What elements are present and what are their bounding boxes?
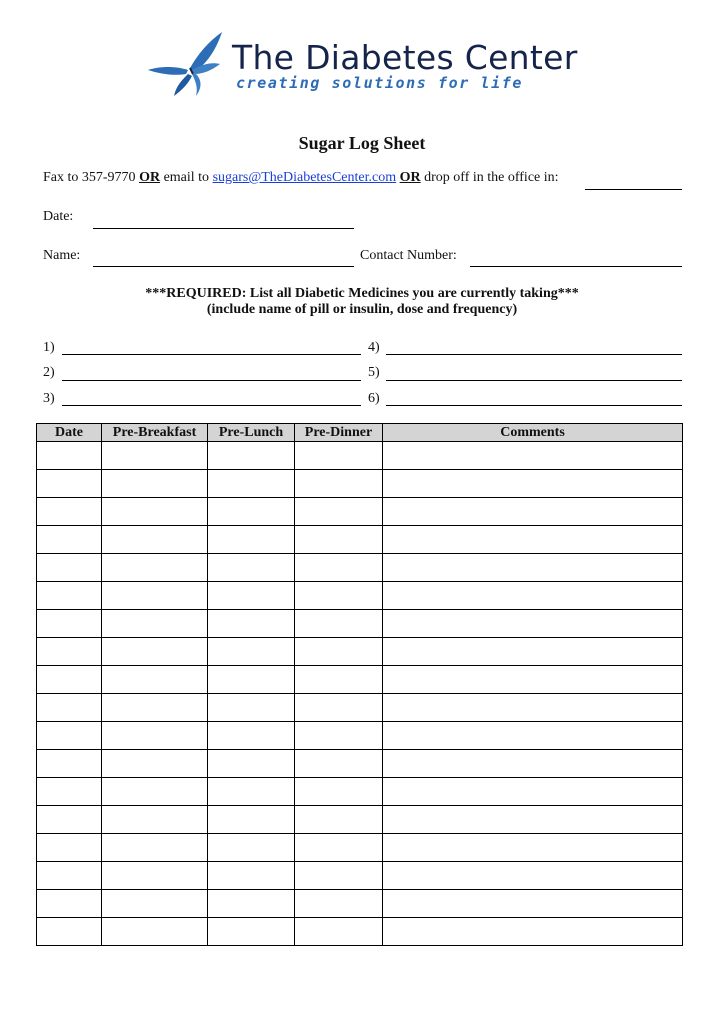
pre-breakfast-cell[interactable] bbox=[102, 470, 208, 498]
pre-dinner-cell[interactable] bbox=[295, 890, 383, 918]
submit-instructions bbox=[43, 170, 559, 186]
date-cell[interactable] bbox=[37, 638, 102, 666]
table-row bbox=[37, 554, 683, 582]
comments-cell[interactable] bbox=[383, 442, 683, 470]
sugar-log-table bbox=[36, 423, 683, 946]
comments-cell[interactable] bbox=[383, 638, 683, 666]
table-row bbox=[37, 582, 683, 610]
table-row bbox=[37, 526, 683, 554]
email-prefix: email to bbox=[163, 170, 210, 185]
required-heading: ***REQUIRED: List all Diabetic Medicines you are currently taking*** bbox=[145, 286, 579, 301]
pre-breakfast-cell[interactable] bbox=[102, 526, 208, 554]
pre-breakfast-cell[interactable] bbox=[102, 694, 208, 722]
column-header-pre-breakfast: Pre-Breakfast bbox=[102, 424, 208, 442]
comments-cell[interactable] bbox=[383, 470, 683, 498]
medicine-label: 2) bbox=[43, 365, 55, 380]
medicine-field[interactable] bbox=[62, 354, 361, 355]
name-label: Name: bbox=[43, 248, 81, 263]
comments-cell[interactable] bbox=[383, 582, 683, 610]
butterfly-icon bbox=[146, 28, 230, 100]
fax-text: Fax to 357-9770 bbox=[43, 170, 136, 185]
pre-breakfast-cell[interactable] bbox=[102, 862, 208, 890]
table-row bbox=[37, 498, 683, 526]
table-header-row bbox=[37, 424, 683, 442]
table-row bbox=[37, 862, 683, 890]
medicine-label: 6) bbox=[368, 391, 380, 406]
medicine-field[interactable] bbox=[62, 405, 361, 406]
comments-cell[interactable] bbox=[383, 694, 683, 722]
page-title: Sugar Log Sheet bbox=[298, 133, 426, 153]
column-header-date: Date bbox=[37, 424, 102, 442]
pre-dinner-cell[interactable] bbox=[295, 470, 383, 498]
logo-name: The Diabetes Center bbox=[232, 38, 578, 77]
table-row bbox=[37, 918, 683, 946]
pre-lunch-cell[interactable] bbox=[208, 834, 295, 862]
or-text: OR bbox=[139, 170, 161, 185]
table-row bbox=[37, 806, 683, 834]
pre-lunch-cell[interactable] bbox=[208, 778, 295, 806]
date-cell[interactable] bbox=[37, 666, 102, 694]
pre-lunch-cell[interactable] bbox=[208, 610, 295, 638]
date-cell[interactable] bbox=[37, 694, 102, 722]
table-row bbox=[37, 778, 683, 806]
comments-cell[interactable] bbox=[383, 834, 683, 862]
table-row bbox=[37, 890, 683, 918]
table-row bbox=[37, 834, 683, 862]
pre-lunch-cell[interactable] bbox=[208, 890, 295, 918]
date-cell[interactable] bbox=[37, 470, 102, 498]
date-field[interactable] bbox=[93, 228, 354, 229]
pre-breakfast-cell[interactable] bbox=[102, 918, 208, 946]
pre-lunch-cell[interactable] bbox=[208, 694, 295, 722]
pre-dinner-cell[interactable] bbox=[295, 638, 383, 666]
pre-dinner-cell[interactable] bbox=[295, 526, 383, 554]
pre-breakfast-cell[interactable] bbox=[102, 750, 208, 778]
pre-lunch-cell[interactable] bbox=[208, 470, 295, 498]
medicine-label: 3) bbox=[43, 391, 55, 406]
medicine-field[interactable] bbox=[386, 380, 682, 381]
date-cell[interactable] bbox=[37, 442, 102, 470]
date-cell[interactable] bbox=[37, 526, 102, 554]
pre-dinner-cell[interactable] bbox=[295, 778, 383, 806]
email-link[interactable]: sugars@TheDiabetesCenter.com bbox=[212, 170, 397, 185]
pre-dinner-cell[interactable] bbox=[295, 806, 383, 834]
comments-cell[interactable] bbox=[383, 862, 683, 890]
pre-breakfast-cell[interactable] bbox=[102, 890, 208, 918]
pre-breakfast-cell[interactable] bbox=[102, 722, 208, 750]
comments-cell[interactable] bbox=[383, 554, 683, 582]
pre-dinner-cell[interactable] bbox=[295, 442, 383, 470]
date-cell[interactable] bbox=[37, 750, 102, 778]
pre-dinner-cell[interactable] bbox=[295, 722, 383, 750]
comments-cell[interactable] bbox=[383, 806, 683, 834]
column-header-pre-dinner: Pre-Dinner bbox=[295, 424, 383, 442]
comments-cell[interactable] bbox=[383, 722, 683, 750]
pre-dinner-cell[interactable] bbox=[295, 610, 383, 638]
date-cell[interactable] bbox=[37, 778, 102, 806]
pre-dinner-cell[interactable] bbox=[295, 582, 383, 610]
pre-breakfast-cell[interactable] bbox=[102, 778, 208, 806]
table-row bbox=[37, 694, 683, 722]
date-cell[interactable] bbox=[37, 554, 102, 582]
date-cell[interactable] bbox=[37, 498, 102, 526]
table-row bbox=[37, 722, 683, 750]
pre-breakfast-cell[interactable] bbox=[102, 806, 208, 834]
table-row bbox=[37, 666, 683, 694]
pre-lunch-cell[interactable] bbox=[208, 918, 295, 946]
pre-lunch-cell[interactable] bbox=[208, 442, 295, 470]
date-label: Date: bbox=[43, 209, 74, 224]
date-cell[interactable] bbox=[37, 806, 102, 834]
logo bbox=[146, 28, 576, 100]
pre-dinner-cell[interactable] bbox=[295, 750, 383, 778]
pre-lunch-cell[interactable] bbox=[208, 582, 295, 610]
pre-dinner-cell[interactable] bbox=[295, 554, 383, 582]
pre-lunch-cell[interactable] bbox=[208, 554, 295, 582]
medicine-field[interactable] bbox=[386, 405, 682, 406]
office-field[interactable] bbox=[585, 189, 682, 190]
pre-dinner-cell[interactable] bbox=[295, 834, 383, 862]
pre-lunch-cell[interactable] bbox=[208, 750, 295, 778]
date-cell[interactable] bbox=[37, 582, 102, 610]
dropoff-text: drop off in the office in: bbox=[424, 170, 559, 185]
column-header-pre-lunch: Pre-Lunch bbox=[208, 424, 295, 442]
pre-breakfast-cell[interactable] bbox=[102, 498, 208, 526]
name-field[interactable] bbox=[93, 266, 354, 267]
comments-cell[interactable] bbox=[383, 918, 683, 946]
date-cell[interactable] bbox=[37, 890, 102, 918]
required-subheading: (include name of pill or insulin, dose and frequency) bbox=[206, 302, 518, 317]
table-row bbox=[37, 610, 683, 638]
date-cell[interactable] bbox=[37, 834, 102, 862]
pre-breakfast-cell[interactable] bbox=[102, 666, 208, 694]
pre-breakfast-cell[interactable] bbox=[102, 442, 208, 470]
medicine-label: 5) bbox=[368, 365, 380, 380]
date-cell[interactable] bbox=[37, 862, 102, 890]
pre-breakfast-cell[interactable] bbox=[102, 554, 208, 582]
or-text-2: OR bbox=[399, 170, 421, 185]
comments-cell[interactable] bbox=[383, 610, 683, 638]
pre-breakfast-cell[interactable] bbox=[102, 834, 208, 862]
comments-cell[interactable] bbox=[383, 890, 683, 918]
table-body bbox=[37, 442, 683, 946]
table-row bbox=[37, 638, 683, 666]
date-cell[interactable] bbox=[37, 610, 102, 638]
table-row bbox=[37, 750, 683, 778]
logo-tagline: creating solutions for life bbox=[236, 74, 524, 92]
medicine-label: 1) bbox=[43, 340, 55, 355]
comments-cell[interactable] bbox=[383, 666, 683, 694]
pre-lunch-cell[interactable] bbox=[208, 638, 295, 666]
comments-cell[interactable] bbox=[383, 526, 683, 554]
pre-dinner-cell[interactable] bbox=[295, 498, 383, 526]
medicine-field[interactable] bbox=[386, 354, 682, 355]
pre-lunch-cell[interactable] bbox=[208, 526, 295, 554]
pre-breakfast-cell[interactable] bbox=[102, 582, 208, 610]
pre-breakfast-cell[interactable] bbox=[102, 638, 208, 666]
contact-label: Contact Number: bbox=[360, 248, 457, 263]
pre-lunch-cell[interactable] bbox=[208, 862, 295, 890]
table-row bbox=[37, 470, 683, 498]
column-header-comments: Comments bbox=[383, 424, 683, 442]
date-cell[interactable] bbox=[37, 918, 102, 946]
pre-lunch-cell[interactable] bbox=[208, 722, 295, 750]
pre-dinner-cell[interactable] bbox=[295, 862, 383, 890]
pre-dinner-cell[interactable] bbox=[295, 694, 383, 722]
contact-field[interactable] bbox=[470, 266, 682, 267]
pre-dinner-cell[interactable] bbox=[295, 666, 383, 694]
table-row bbox=[37, 442, 683, 470]
pre-lunch-cell[interactable] bbox=[208, 806, 295, 834]
pre-breakfast-cell[interactable] bbox=[102, 610, 208, 638]
medicine-label: 4) bbox=[368, 340, 380, 355]
date-cell[interactable] bbox=[37, 722, 102, 750]
comments-cell[interactable] bbox=[383, 778, 683, 806]
pre-dinner-cell[interactable] bbox=[295, 918, 383, 946]
medicine-field[interactable] bbox=[62, 380, 361, 381]
pre-lunch-cell[interactable] bbox=[208, 666, 295, 694]
comments-cell[interactable] bbox=[383, 498, 683, 526]
comments-cell[interactable] bbox=[383, 750, 683, 778]
pre-lunch-cell[interactable] bbox=[208, 498, 295, 526]
